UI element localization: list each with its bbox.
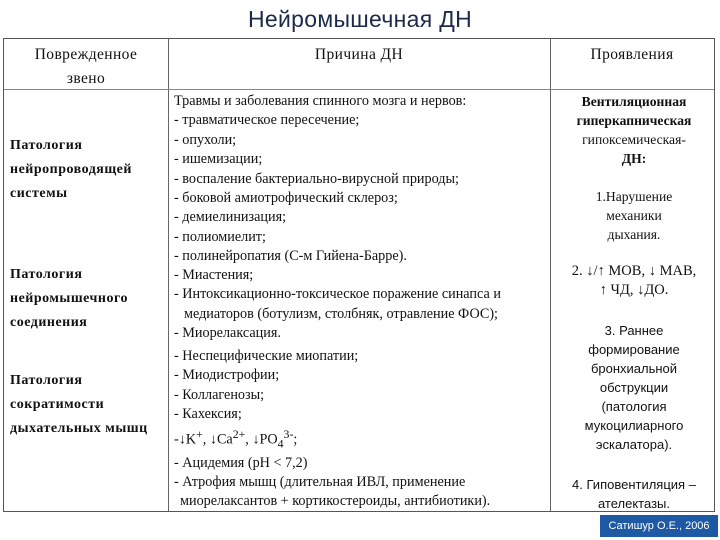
- cause-line: миорелаксантов + кортикостероиды, антибиотики).: [180, 493, 491, 510]
- electrolyte-line: -↓K+, $↓Ca^{2+}$, $↓PO_4^{3-}$;: [174, 426, 298, 451]
- cause-line: - травматическое пересечение;: [174, 112, 360, 129]
- cause-line: - боковой амиотрофический склероз;: [174, 190, 398, 207]
- label-muscle-pathology: Патология сократимости дыхательных мышц: [10, 373, 148, 436]
- syndrome-table: [3, 38, 715, 512]
- cause-line: - Атрофия мышц (длительная ИВЛ, применение: [174, 474, 466, 490]
- author-badge: Сатишур О.Е., 2006: [600, 515, 718, 537]
- cause-line: - ишемизации;: [174, 151, 263, 168]
- column-divider-1: [168, 39, 169, 511]
- cause-line: - Интоксикационно-токсическое поражение синапса и: [174, 286, 501, 303]
- manifestation-item-1: 1.Нарушение механики дыхания.: [595, 189, 673, 242]
- arrow-down-icon: ↓: [178, 431, 186, 448]
- label-synapse-pathology: Патология нейромышечного соединения: [10, 267, 128, 330]
- cause-line: - Неспецифические миопатии;: [174, 348, 359, 364]
- cause-line: - Коллагенозы;: [174, 386, 265, 403]
- cause-line: - полинейропатия (С-м Гийена-Барре).: [174, 248, 407, 265]
- cause-line: - Миорелаксация.: [174, 325, 281, 342]
- causes-synapse: [174, 266, 554, 344]
- cause-line: Травмы и заболевания спинного мозга и нервов:: [174, 93, 467, 109]
- header-cause: Причина ДН: [314, 46, 404, 63]
- manifestation-item-3: 3. Раннее формирование бронхиальной обструкции (патология мукоцилиарного эскалатора).: [584, 323, 684, 452]
- arrow-down-icon: ↓: [209, 431, 217, 448]
- arrow-up-icon: ↑: [597, 263, 605, 279]
- header-manifestations: Проявления: [590, 46, 674, 63]
- arrow-down-icon: ↓: [648, 263, 656, 279]
- header-damaged-link: Поврежденное звено: [34, 46, 138, 87]
- causes-nerve: [174, 92, 554, 267]
- cause-line: - воспаление бактериально-вирусной природы;: [174, 170, 459, 187]
- arrow-down-icon: ↓: [586, 263, 594, 279]
- arrow-down-icon: ↓: [252, 431, 260, 448]
- arrow-down-icon: ↓: [637, 282, 645, 298]
- cause-line: - опухоли;: [174, 131, 237, 148]
- cause-line: - Миодистрофии;: [174, 367, 280, 384]
- manifestation-item-4: 4. Гиповентиляция – ателектазы.: [572, 477, 696, 511]
- cause-line: медиаторов (ботулизм, столбняк, отравление ФОС);: [184, 305, 498, 322]
- arrow-up-icon: ↑: [599, 282, 607, 298]
- causes-muscle: [174, 347, 554, 512]
- cause-line: - демиелинизация;: [174, 209, 287, 226]
- label-nerve-pathology: Патология нейропроводящей системы: [10, 138, 132, 201]
- cause-line: - Миастения;: [174, 267, 254, 283]
- manifestation-heading: Вентиляционная гиперкапническая гипоксемическая- ДН:: [576, 94, 692, 166]
- page-title: Нейромышечная ДН: [248, 6, 472, 32]
- cause-line: - полиомиелит;: [174, 228, 266, 245]
- cause-line: - Ацидемия (pH < 7,2): [174, 454, 308, 471]
- manifestation-item-2: 2. ↓/↑ МОВ, ↓ МАВ, ↑ ЧД, ↓ДО.: [571, 263, 697, 298]
- cause-line: - Кахексия;: [174, 406, 242, 423]
